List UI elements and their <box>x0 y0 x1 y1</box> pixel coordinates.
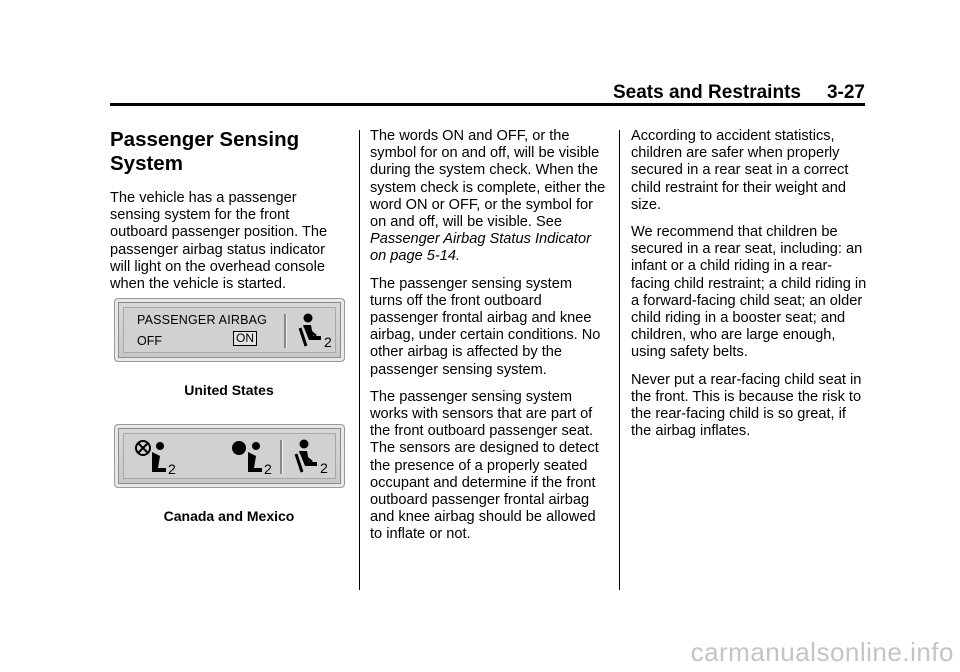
paragraph: The words ON and OFF, or the symbol for on and off, will be visible during the system check. When the system check is complete, either the word ON or OFF, or the symbol for on and off, will be visible. See Passenger Airbag Status Indicator on page 5-14. <box>370 128 606 265</box>
belted-occupant-icon <box>290 438 332 481</box>
passenger-airbag-label: PASSENGER AIRBAG <box>137 313 268 327</box>
svg-text:2: 2 <box>324 334 332 350</box>
figure-caption-canada-mexico: Canada and Mexico <box>163 508 295 524</box>
airbag-off-icon <box>132 438 180 481</box>
panel-divider <box>284 314 287 348</box>
svg-text:2: 2 <box>264 461 272 476</box>
header-rule <box>110 103 865 106</box>
column-divider-1 <box>359 130 360 590</box>
column-divider-2 <box>619 130 620 590</box>
column-1 <box>110 128 348 303</box>
panel-divider <box>280 440 283 474</box>
canada-mexico-airbag-indicator-figure <box>114 424 345 488</box>
column-3 <box>631 128 869 450</box>
svg-text:2: 2 <box>168 461 176 476</box>
us-airbag-indicator-figure <box>114 298 345 362</box>
column-2 <box>370 128 608 554</box>
off-label: OFF <box>137 334 162 348</box>
on-label: ON <box>233 331 257 346</box>
page-number: 3-27 <box>826 82 865 103</box>
svg-text:2: 2 <box>320 460 328 476</box>
watermark: carmanualsonline.info <box>690 637 954 667</box>
running-header <box>110 82 865 104</box>
indicator-display <box>123 433 336 479</box>
header-title: Seats and Restraints <box>613 82 801 103</box>
paragraph: The passenger sensing system works with sensors that are part of the front outboard passenger seat. The sensors are designed to detect the presence of a properly seated occupant and determine if the front outboard passenger frontal airbag and knee airbag should be allowed to inflate or not. <box>370 388 599 543</box>
figure-caption-us: United States <box>184 382 274 398</box>
paragraph: Never put a rear-facing child seat in the front. This is because the risk to the rear-facing child is so great, if the airbag inflates. <box>631 371 862 440</box>
cross-reference-link[interactable]: Passenger Airbag Status Indicator on page 5-14. <box>370 231 591 265</box>
belted-occupant-icon <box>294 312 336 355</box>
indicator-display <box>123 307 336 353</box>
section-title: Passenger Sensing System <box>110 128 300 175</box>
paragraph: We recommend that children be secured in a rear seat, including: an infant or a child riding in a rear-facing child restraint; a child riding in a forward-facing child seat; an older child riding in a booster seat; and children, who are large enough, using safety belts. <box>631 224 867 361</box>
paragraph: The passenger sensing system turns off the front outboard passenger frontal airbag and knee airbag, under certain conditions. No other airbag is affected by the passenger sensing system. <box>370 275 601 378</box>
paragraph: According to accident statistics, children are safer when properly secured in a rear seat in a correct child restraint for their weight and size. <box>631 128 849 213</box>
paragraph: The vehicle has a passenger sensing system for the front outboard passenger position. The passenger airbag status indicator will light on the overhead console when the vehicle is started. <box>110 190 328 293</box>
airbag-on-icon <box>228 438 276 481</box>
